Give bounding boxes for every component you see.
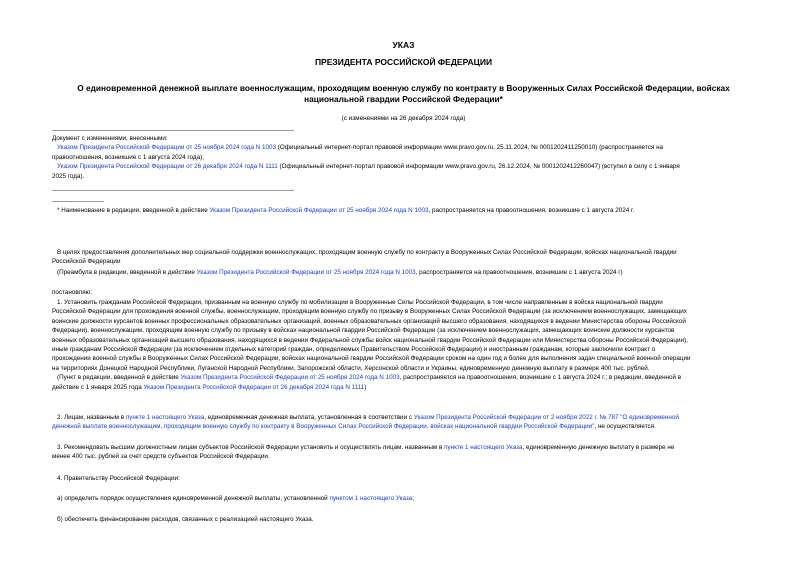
paragraph-1-line: Федерации), военнослужащим, проходящим военную службу по призыву в войсках национальной гвардии Российской Федерации (за исключением военнослужащих, замещающих воинские должности курсантов: [52, 327, 675, 335]
paragraph-4-item-b-line: б) обеспечить финансирование расходов, связанных с реализацией настоящего Указа.: [57, 516, 314, 523]
preamble-note: [52, 268, 770, 277]
paragraph-4-item-b: [52, 515, 770, 524]
document-title-line-2: национальной гвардии Российской Федерации*: [304, 94, 503, 104]
paragraph-1-note-text-mid: , распространяется на правоотношения, возникшие с 1 августа 2024 г.; в редакции, введенной в: [399, 374, 682, 382]
preamble-note-line: [52, 268, 770, 277]
preamble-line-1: В целях предоставления дополнительных мер социальной поддержки военнослужащих, проходящим военную службу по контракту в Вооруженных Силах Российской Федерации, войсках национальной гвардии: [57, 249, 677, 256]
footnote-text-end: , распространяется на правоотношения, возникшие с 1 августа 2024 г.: [428, 207, 635, 214]
paragraph-1-note: [52, 373, 770, 382]
change-item-1-continuation: правоотношения, возникшие с 1 августа 2024 года);: [52, 153, 204, 161]
footnote: [52, 206, 770, 215]
paragraph-1-note-continuation: [52, 383, 770, 392]
paragraph-2-text: 2. Лицам, названным в: [57, 414, 126, 421]
paragraph-3-link[interactable]: пункте 1 настоящего Указа: [444, 444, 523, 451]
paragraph-1-line: Российской Федерации для прохождения военной службы, военнослужащим, проходящим военную службу по призыву в Вооруженных Силах Российской Федерации (за исключением военнослужащих, замещающих: [52, 308, 687, 316]
changes-block: [52, 134, 770, 181]
footnote-text: * Наименование в редакции, введенной в действие: [57, 207, 210, 214]
paragraph-3-text-end: , единовременную денежную выплату в размере не: [522, 444, 675, 451]
paragraph-1-line: воинские должности курсантов военных профессиональных образовательных организаций, военных образовательных организаций высшего образования, находящихся в ведении Министерства обороны Российской: [52, 317, 686, 325]
paragraph-3-line-1: [52, 443, 770, 452]
change-item-2-continuation: 2025 года).: [52, 172, 85, 180]
change-item-2-text: (Официальный интернет-портал правовой информации www.pravo.gov.ru, 26.12.2024, № 0001202412260047) (вступил в силу с 1 января: [277, 163, 680, 171]
paragraph-2-line-1: [52, 413, 770, 422]
issuer-heading: ПРЕЗИДЕНТА РОССИЙСКОЙ ФЕДЕРАЦИИ: [314, 57, 493, 67]
paragraph-1: [52, 298, 770, 392]
doc-type-heading: УКАЗ: [392, 40, 415, 50]
paragraph-3-line-2: менее 400 тыс. рублей за счет средств субъектов Российской Федерации.: [52, 453, 270, 461]
paragraph-1-note-cont-text: действие с 1 января 2025 года: [52, 383, 144, 391]
paragraph-1-line: 1. Установить гражданам Российской Федерации, призванным на военную службу по мобилизации в Вооруженные Силы Российской Федерации, в том числе направленным в войска национальной гвардии: [57, 299, 663, 306]
paragraph-1-note-link-2[interactable]: Указом Президента Российской Федерации от 26 декабря 2024 года N 1111: [143, 383, 365, 391]
preamble-note-text-end: , распространяется на правоотношения, возникшие с 1 августа 2024 г): [415, 269, 623, 276]
edition-note: (с изменениями на 26 декабря 2024 года): [341, 115, 466, 122]
paragraph-4: [52, 474, 770, 483]
paragraph-1-line: военных образовательных организаций высшего образования, находящихся в ведении Федеральной службы войск национальной гвардии Российской Федерации или Министерства обороны Российской Федерации),: [52, 336, 688, 344]
paragraph-2-text-end: , не осуществляется.: [594, 423, 656, 431]
preamble-line-2: Российской Федерации: [52, 258, 121, 266]
paragraph-1-note-text: (Пункт в редакции, введенной в действие: [57, 374, 181, 382]
preamble-note-text: (Преамбула в редакции, введенной в действие: [57, 269, 197, 276]
paragraph-4-item-a: [52, 494, 770, 503]
paragraph-3: [52, 443, 770, 462]
paragraph-2: [52, 413, 770, 432]
paragraph-2-link-point-1[interactable]: пункте 1 настоящего Указа: [125, 414, 205, 421]
changes-bottom-divider: [52, 190, 294, 191]
paragraph-2-link-decree-787-cont[interactable]: денежной выплате военнослужащим, проходящим военную службу по контракту в Вооруженных Силах Российской Федерации, войсках национальной гвардии Российской Федерации": [52, 423, 595, 431]
paragraph-4-heading: 4. Правительству Российской Федерации:: [57, 475, 180, 482]
paragraph-3-text: 3. Рекомендовать высшим должностным лицам субъектов Российской Федерации установить и осуществлять лицам, названным в: [57, 444, 445, 451]
decree-word: постановляю:: [52, 289, 93, 296]
footnote-link[interactable]: Указом Президента Российской Федерации от 25 ноября 2024 года N 1003: [209, 207, 429, 214]
footnote-line: [52, 206, 770, 215]
changes-top-divider: [52, 130, 294, 131]
paragraph-1-line: прохождении военной службы в Вооруженных Силах Российской Федерации, войсках национальной гвардии Российской Федерации сроком на один год и более для выполнения задач специальной военной операции: [52, 355, 691, 363]
paragraph-1-note-cont-end: ): [364, 383, 367, 391]
paragraph-4-item-a-line: [52, 494, 770, 503]
paragraph-1-note-link-1[interactable]: Указом Президента Российской Федерации от 25 ноября 2024 года N 1003: [180, 374, 400, 382]
paragraph-2-link-decree-787[interactable]: Указом Президента Российской Федерации от 2 ноября 2022 г. № 787 "О единовременной: [413, 414, 679, 421]
paragraph-1-line: иным гражданам Российской Федерации (за исключением отдельных категорий граждан, определяемых Правительством Российской Федерации) и иностранным гражданам, которые заключили контракт о: [52, 346, 656, 354]
paragraph-2-line-2: [52, 422, 770, 431]
paragraph-1-line: на территориях Донецкой Народной Республики, Луганской Народной Республики, Запорожской области, Херсонской области и Украины, единовременную денежную выплату в размере 400 тыс. рублей.: [52, 364, 650, 372]
preamble-note-link[interactable]: Указом Президента Российской Федерации от 25 ноября 2024 года N 1003: [196, 269, 416, 276]
footnote-divider: [52, 201, 104, 202]
document-title-line-1: О единовременной денежной выплате военнослужащим, проходящим военную службу по контракту в Вооруженных Силах Российской Федерации, войсках: [77, 83, 730, 93]
change-item-1-text: (Официальный интернет-портал правовой информации www.pravo.gov.ru, 25.11.2024, № 0001202411250010) (распространяется на: [276, 144, 664, 152]
preamble: [52, 248, 770, 267]
change-item-2: [52, 162, 770, 171]
paragraph-4-item-a-end: ;: [412, 495, 415, 502]
change-item-1: [52, 143, 770, 152]
change-item-2-link[interactable]: Указом Президента Российской Федерации от 26 декабря 2024 года N 1111: [57, 163, 278, 171]
paragraph-4-item-a-text: а) определить порядок осуществления единовременной денежной выплаты, установленной: [57, 495, 330, 502]
paragraph-2-text-mid: , единовременная денежная выплата, установленная в соответствии с: [204, 414, 414, 421]
changes-heading: Документ с изменениями, внесенными:: [52, 135, 168, 142]
document-title: [0, 83, 807, 105]
change-item-1-link[interactable]: Указом Президента Российской Федерации от 25 ноября 2024 года N 1003: [57, 144, 277, 152]
paragraph-4-item-a-link[interactable]: пунктом 1 настоящего Указа: [329, 495, 413, 502]
